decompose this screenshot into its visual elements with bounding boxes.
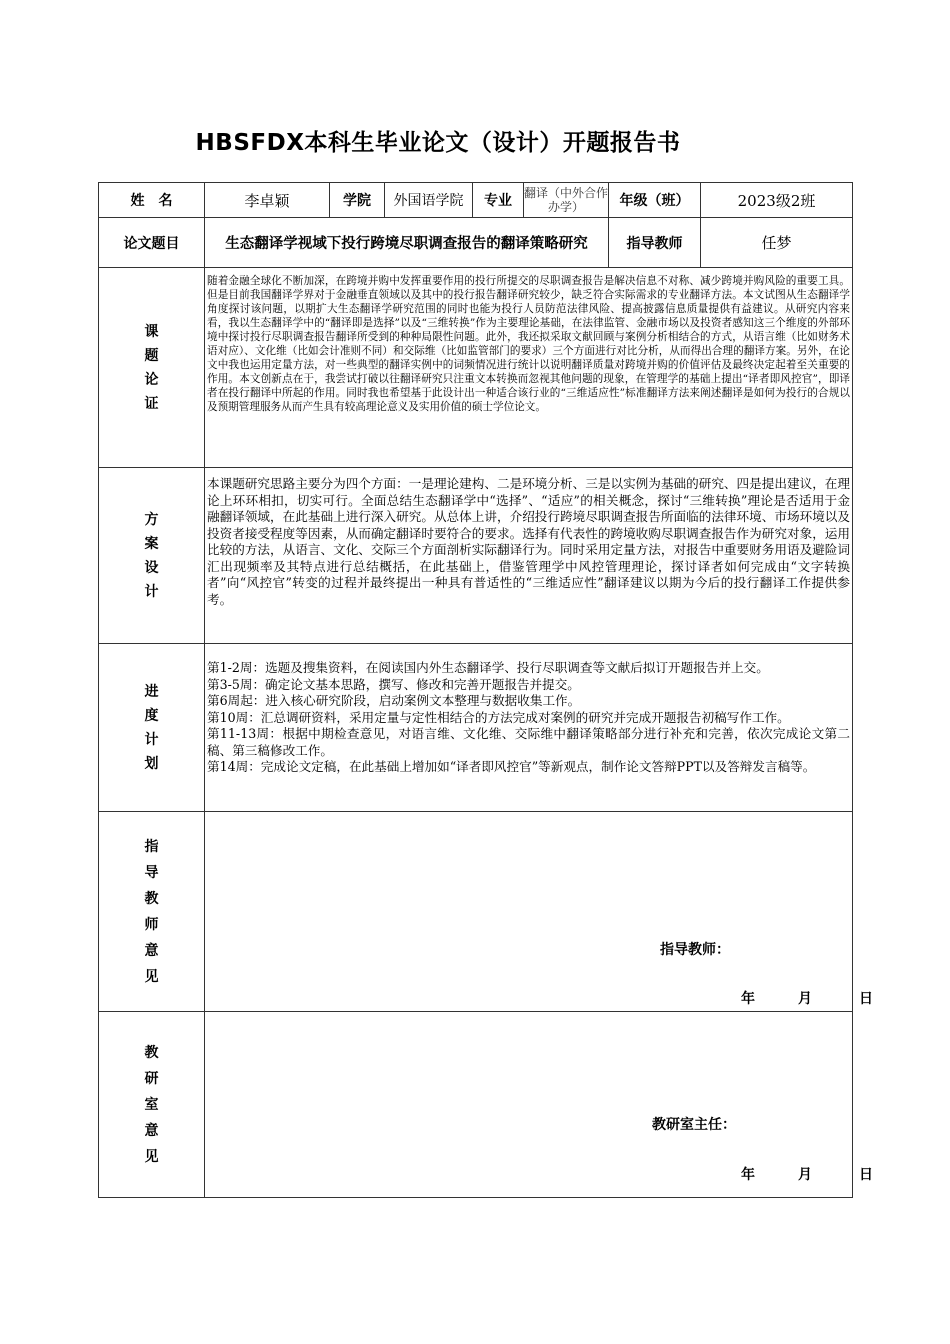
schedule-item: 第14周：完成论文定稿，在此基础上增加如“译者即风控官”等新观点，制作论文答辩PPT以及答辩发言稿等。 (207, 759, 816, 774)
proposal-form-table (98, 182, 873, 1198)
schedule-item: 第1-2周：选题及搜集资料，在阅读国内外生态翻译学、投行尽职调查等文献后拟订开题报告并上交。 (207, 660, 769, 675)
advisor-opinion-row (99, 812, 853, 1012)
argument-text[interactable]: 随着金融全球化不断加深，在跨境并购中发挥重要作用的投行所提交的尽职调查报告是解决信息不对称、减少跨境并购风险的重要工具。但是目前我国翻译学界对于金融垂直领域以及其中的投行报告翻译研究较少，缺乏符合实际需求的专业翻译方法。本文试图从生态翻译学角度探讨该问题，以期扩大生态翻译学研究范围的同时也能为投行人员防范法律风险、提高披露信息质量提供有益建议。从研究内容来看，我以生态翻译学中的“翻译即是选择”以及“三维转换”作为主要理论基础，在法律监管、金融市场以及投资者感知这三个维度的外部环境中探讨投行尽职调查报告翻译所受到的种种局限性问题。此外，我还拟采取文献回顾与案例分析相结合的方式，从语言维（比如财务术语对应）、文化维（比如会计准则不同）和交际维（比如监管部门的要求）三个方面进行对比分析，从而得出合理的翻译方案。另外，在论文中我也运用定量方法，对一些典型的翻译实例中的词频情况进行统计以说明翻译质量对跨境并购的价值评估及最终决定起着至关重要的作用。本文创新点在于，我尝试打破以往翻译研究只注重文本转换而忽视其他问题的现象，在管理学的基础上提出“译者即风控官”，即译者在投行翻译中所起的作用。同时我也希望基于此设计出一种适合该行业的“三维适应性”标准翻译方法来阐述翻译是如何为投行的合规以及预期管理服务从而产生具有较高理论意义及实用价值的硕士学位论文。 (205, 268, 853, 468)
advisor-signature-label: 指导教师： (660, 942, 730, 958)
document-title: HBSFDX本科生毕业论文（设计）开题报告书 (195, 130, 681, 156)
office-date-year: 年 (741, 1167, 755, 1183)
plan-row (99, 468, 853, 644)
info-row-1 (99, 183, 853, 218)
advisor-value[interactable]: 任梦 (701, 218, 853, 268)
advisor-opinion-field[interactable] (205, 812, 873, 1012)
major-value[interactable]: 翻译（中外合作办学） (524, 183, 609, 218)
name-value[interactable]: 李卓颖 (205, 183, 330, 218)
advisor-date-day: 日 (859, 991, 873, 1007)
major-label: 专业 (473, 183, 524, 218)
advisor-date-year: 年 (741, 991, 755, 1007)
info-row-2 (99, 218, 853, 268)
schedule-item: 第3-5周：确定论文基本思路，撰写、修改和完善开题报告并提交。 (207, 676, 580, 692)
office-signature-label: 教研室主任： (652, 1117, 736, 1133)
office-date-day: 日 (859, 1167, 873, 1183)
argument-row (99, 268, 853, 468)
argument-label: 课 题 论 证 (99, 268, 205, 468)
advisor-opinion-label: 指 导 教 师 意 见 (99, 812, 205, 1012)
grade-value[interactable]: 2023级2班 (701, 183, 853, 218)
plan-text[interactable]: 本课题研究思路主要分为四个方面：一是理论建构、二是环境分析、三是以实例为基础的研究、四是提出建议，在理论上环环相扣，切实可行。全面总结生态翻译学中“选择”、“适应”的相关概念，探讨“三维转换”理论是否适用于金融翻译领域，在此基础上进行深入研究。从总体上讲，介绍投行跨境尽职调查报告所面临的法律环境、市场环境以及投资者接受程度等因素，从而确定翻译时要符合的要求。选择有代表性的跨境收购尽职调查报告作为研究对象，运用比较的方法，从语言、文化、交际三个方面剖析实际翻译行为。同时采用定量方法，对报告中重要财务用语及避险词汇出现频率及其特点进行总结概括，在此基础上，借鉴管理学中风控管理理论，探讨译者如何完成由“文字转换者”向“风控官”转变的过程并最终提出一种具有普适性的“三维适应性”翻译建议以期为今后的投行翻译工作提供参考。 (205, 468, 853, 644)
schedule-item: 第10周：汇总调研资料，采用定量与定性相结合的方法完成对案例的研究并完成开题报告初稿写作工作。 (207, 709, 790, 725)
college-label: 学院 (330, 183, 385, 218)
schedule-text[interactable] (205, 644, 853, 812)
schedule-item: 第11-13周：根据中期检查意见，对语言维、文化维、交际维中翻译策略部分进行补充和完善，依次完成论文第二稿、第三稿修改工作。 (207, 726, 850, 758)
schedule-row (99, 644, 853, 812)
office-opinion-label: 教 研 室 意 见 (99, 1012, 205, 1198)
topic-value[interactable]: 生态翻译学视域下投行跨境尽职调查报告的翻译策略研究 (205, 218, 609, 268)
advisor-date-month: 月 (798, 991, 812, 1007)
college-value[interactable]: 外国语学院 (385, 183, 473, 218)
schedule-item: 第6周起：进入核心研究阶段，启动案例文本整理与数据收集工作。 (207, 693, 581, 708)
office-opinion-field[interactable] (205, 1012, 873, 1198)
topic-label: 论文题目 (99, 218, 205, 268)
name-label: 姓 名 (99, 183, 205, 218)
advisor-label: 指导教师 (609, 218, 701, 268)
office-date-month: 月 (798, 1167, 812, 1183)
plan-label: 方 案 设 计 (99, 468, 205, 644)
schedule-label: 进 度 计 划 (99, 644, 205, 812)
office-opinion-row (99, 1012, 853, 1198)
grade-label: 年级（班） (609, 183, 701, 218)
